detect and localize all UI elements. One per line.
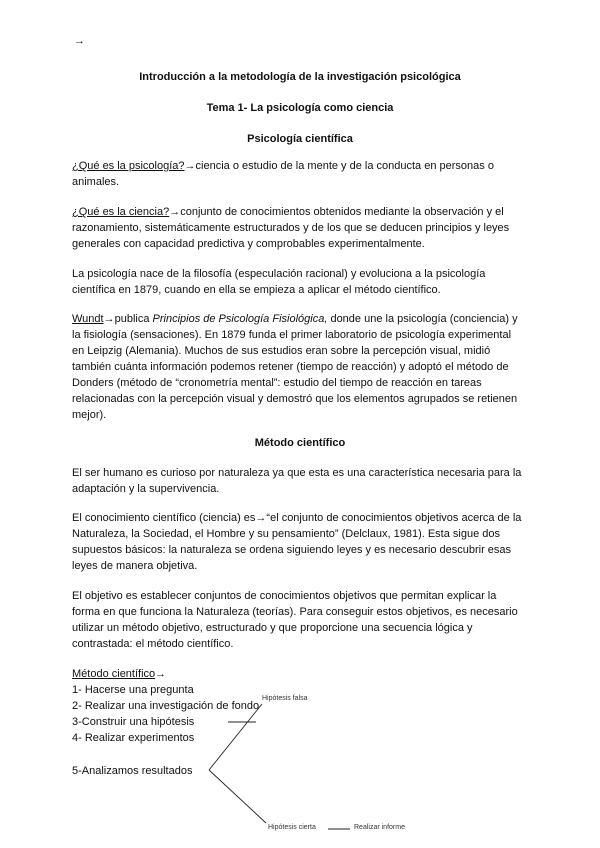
paragraph-line: forma en que funciona la Naturaleza (teorías). Para conseguir estos objetivos, es necesario [72,606,518,618]
term-ciencia: ¿Qué es la ciencia? [72,206,170,218]
paragraph-line: animales. [72,176,120,188]
document-title: Introducción a la metodología de la investigación psicológica [139,71,461,83]
paragraph-line: supuestos básicos: la naturaleza se ordena siguiendo leyes y es necesario descubrir esas [72,544,512,556]
paragraph-line: relacionadas con la percepción visual y demostró que los elementos agrupados se retienen [72,393,518,405]
text-span: publica [114,313,153,325]
paragraph-line: en Leipzig (Alemania). Muchos de sus estudios eran sobre la percepción visual, midió [72,345,491,357]
paragraph-line: la fisiología (sensaciones). En 1879 funda el primer laboratorio de psicología experimental [72,329,512,341]
paragraph-line: también cuánta información podemos retener (tiempo de reacción) y adoptó el método de [72,361,509,373]
text-span: ciencia o estudio de la mente y de la conducta en personas o [195,160,494,172]
list-item-step-5: 5-Analizamos resultados [72,765,193,777]
arrow: → [155,668,167,680]
book-title: Principios de Psicología Fisiológica, [152,313,328,325]
list-item-step-3: 3-Construir una hipótesis [72,716,195,728]
text-span: conjunto de conocimientos obtenidos mediante la observación y el [180,206,504,218]
list-item-step-2: 2- Realizar una investigación de fondo [72,700,260,712]
branch-line-lower [209,770,266,823]
diagram-label-hipotesis-cierta: Hipótesis cierta [268,824,316,831]
diagram-label-hipotesis-falsa: Hipótesis falsa [262,695,308,702]
paragraph-line: mejor). [72,409,107,421]
paragraph-line: científica en 1879, cuando en ella se empieza a aplicar el método científico. [72,284,441,296]
paragraph-line: contrastada: el método científico. [72,638,234,650]
paragraph-line: utilizar un método objetivo, estructurado y que proporcione una secuencia lógica y [72,622,473,634]
paragraph-line: El objetivo es establecer conjuntos de conocimientos objetivos que permitan explicar la [72,590,497,602]
steps-heading-text: Método científico [72,668,156,680]
text-span: donde une la psicología (conciencia) y [327,313,518,325]
diagram-label-realizar-informe: Realizar informe [354,824,405,831]
term-wundt: Wundt [72,313,104,325]
paragraph-line: leyes de manera objetiva. [72,560,198,572]
paragraph-line: razonamiento, sistemáticamente estructurados y de los que se deducen principios y leyes [72,222,510,234]
paragraph-line: El ser humano es curioso por naturaleza ya que esta es una característica necesaria para la [72,467,522,479]
paragraph-line: El conocimiento científico (ciencia) es→“el conjunto de conocimientos objetivos acerca de la [72,512,522,524]
paragraph-line: Naturaleza, la Sociedad, el Hombre y su pensamiento” (Delclaux, 1981). Esta sigue dos [72,528,501,540]
arrow: → [103,313,115,325]
branch-line-upper [209,704,262,770]
top-arrow: → [74,35,85,47]
list-item-step-1: 1- Hacerse una pregunta [72,684,194,696]
paragraph-line: La psicología nace de la filosofía (especulación racional) y evoluciona a la psicología [72,268,486,280]
section-heading-metodo-cientifico: Método científico [254,437,346,449]
arrow: → [184,160,196,172]
arrow: → [169,206,181,218]
document-subtitle: Tema 1- La psicología como ciencia [206,102,394,114]
paragraph-line: Donders (método de “cronometría mental”: estudio del tiempo de reacción en tareas [72,377,482,389]
list-item-step-4: 4- Realizar experimentos [72,732,195,744]
term-psicologia: ¿Qué es la psicología? [72,160,185,172]
section-heading-psicologia-cientifica: Psicología científica [247,133,353,145]
paragraph-line: generales con capacidad predictiva y comprobables experimentalmente. [72,238,425,250]
paragraph-line: adaptación y la supervivencia. [72,483,220,495]
